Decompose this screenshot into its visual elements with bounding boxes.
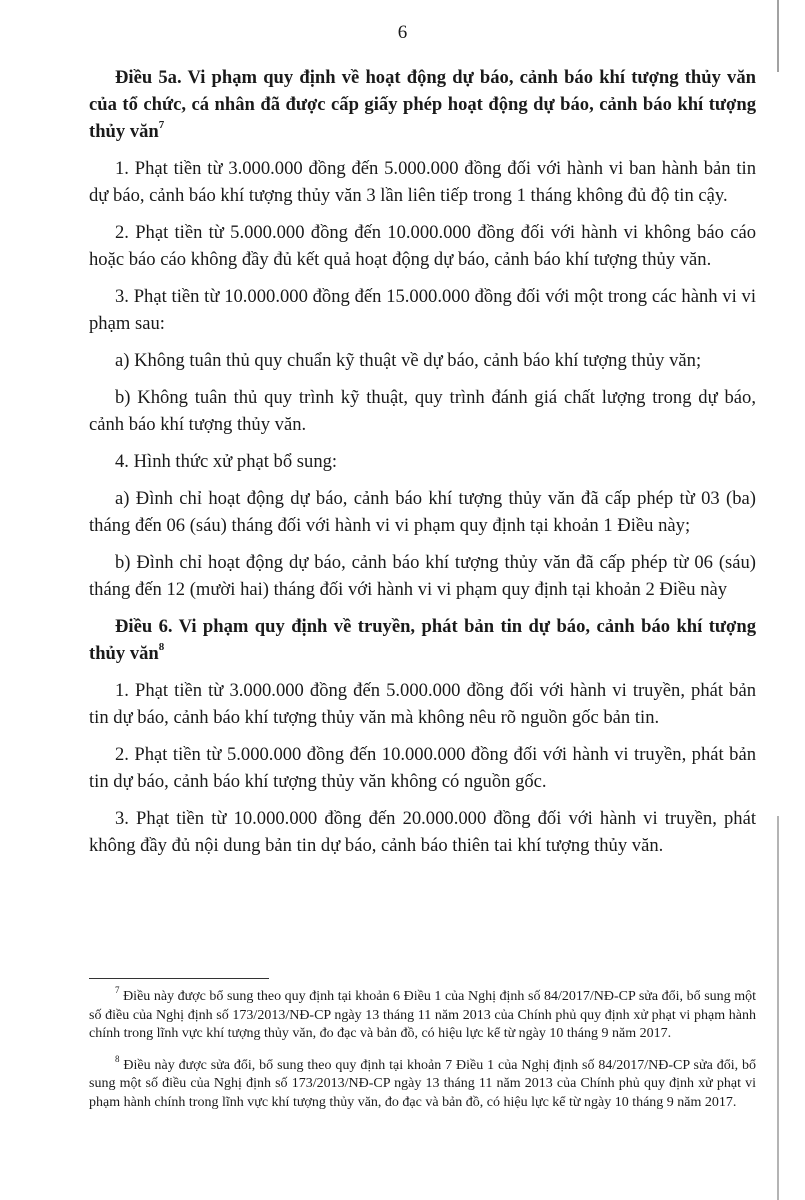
article-5a-heading xyxy=(89,64,756,145)
page-number: 6 xyxy=(397,22,408,43)
footnote-ref-8: 8 xyxy=(158,640,165,653)
article-6-clause-3: 3. Phạt tiền từ 10.000.000 đồng đến 20.000.000 đồng đối với hành vi truyền, phát không đầy đủ nội dung bản tin dự báo, cảnh báo thiên tai khí tượng thủy văn. xyxy=(89,808,756,856)
footnote-8 xyxy=(89,1053,756,1113)
article-6-title: Điều 6. Vi phạm quy định về truyền, phát bản tin dự báo, cảnh báo khí tượng thủy văn xyxy=(89,616,756,664)
footnote-separator xyxy=(89,978,269,979)
article-5a-clause-3: 3. Phạt tiền từ 10.000.000 đồng đến 15.000.000 đồng đối với một trong các hành vi vi phạm sau: xyxy=(89,286,756,334)
footnote-8-text: Điều này được sửa đổi, bổ sung theo quy định tại khoản 7 Điều 1 của Nghị định số 84/2017/NĐ-CP sửa đổi, bổ sung một số điều của Nghị định số 173/2013/NĐ-CP ngày 13 tháng 11 năm 2013 của Chính phủ quy định xử phạt vi phạm hành chính trong lĩnh vực khí tượng thủy văn, đo đạc và bản đồ, có hiệu lực kể từ ngày 10 tháng 9 năm 2017. xyxy=(89,1057,756,1110)
footnote-7-text: Điều này được bổ sung theo quy định tại khoản 6 Điều 1 của Nghị định số 84/2017/NĐ-CP sửa đổi, bổ sung một số điều của Nghị định số 173/2013/NĐ-CP ngày 13 tháng 11 năm 2013 của Chính phủ quy định xử phạt vi phạm hành chính trong lĩnh vực khí tượng thủy văn, đo đạc và bản đồ, có hiệu lực kể từ ngày 10 tháng 9 năm 2017. xyxy=(89,989,756,1041)
footnote-mark-7: 7 xyxy=(115,985,120,996)
footnote-mark-8: 8 xyxy=(115,1053,120,1064)
article-5a-clause-4b: b) Đình chỉ hoạt động dự báo, cảnh báo khí tượng thủy văn đã cấp phép từ 06 (sáu) tháng đến 12 (mười hai) tháng đối với hành vi vi phạm quy định tại khoản 2 Điều này xyxy=(89,552,756,600)
article-6-clause-2: 2. Phạt tiền từ 5.000.000 đồng đến 10.000.000 đồng đối với hành vi truyền, phát bản tin dự báo, cảnh báo khí tượng thủy văn không có nguồn gốc. xyxy=(89,744,756,792)
document-body xyxy=(89,64,756,869)
article-5a-clause-1: 1. Phạt tiền từ 3.000.000 đồng đến 5.000.000 đồng đối với hành vi ban hành bản tin dự báo, cảnh báo khí tượng thủy văn 3 lần liên tiếp trong 1 tháng không đủ độ tin cậy. xyxy=(89,158,756,206)
footnote-ref-7: 7 xyxy=(158,118,165,131)
article-5a-clause-2: 2. Phạt tiền từ 5.000.000 đồng đến 10.000.000 đồng đối với hành vi không báo cáo hoặc báo cáo không đầy đủ kết quả hoạt động dự báo, cảnh báo khí tượng thủy văn. xyxy=(89,222,756,270)
article-6-heading xyxy=(89,613,756,667)
scan-edge-line xyxy=(777,0,779,1200)
article-5a-clause-4: 4. Hình thức xử phạt bổ sung: xyxy=(115,451,338,472)
article-6-clause-1: 1. Phạt tiền từ 3.000.000 đồng đến 5.000.000 đồng đối với hành vi truyền, phát bản tin dự báo, cảnh báo khí tượng thủy văn mà không nêu rõ nguồn gốc bản tin. xyxy=(89,680,756,728)
article-5a-clause-3b: b) Không tuân thủ quy trình kỹ thuật, quy trình đánh giá chất lượng trong dự báo, cảnh báo khí tượng thủy văn. xyxy=(89,387,756,435)
footnote-7 xyxy=(89,985,756,1044)
article-5a-clause-4a: a) Đình chỉ hoạt động dự báo, cảnh báo khí tượng thủy văn đã cấp phép từ 03 (ba) tháng đến 06 (sáu) tháng đối với hành vi vi phạm quy định tại khoản 1 Điều này; xyxy=(89,488,756,536)
footnotes xyxy=(89,985,756,1125)
article-5a-title: Điều 5a. Vi phạm quy định về hoạt động dự báo, cảnh báo khí tượng thủy văn của tổ chức, cá nhân đã được cấp giấy phép hoạt động dự báo, cảnh báo khí tượng thủy văn xyxy=(89,67,756,142)
article-5a-clause-3a: a) Không tuân thủ quy chuẩn kỹ thuật về dự báo, cảnh báo khí tượng thủy văn; xyxy=(115,350,702,371)
